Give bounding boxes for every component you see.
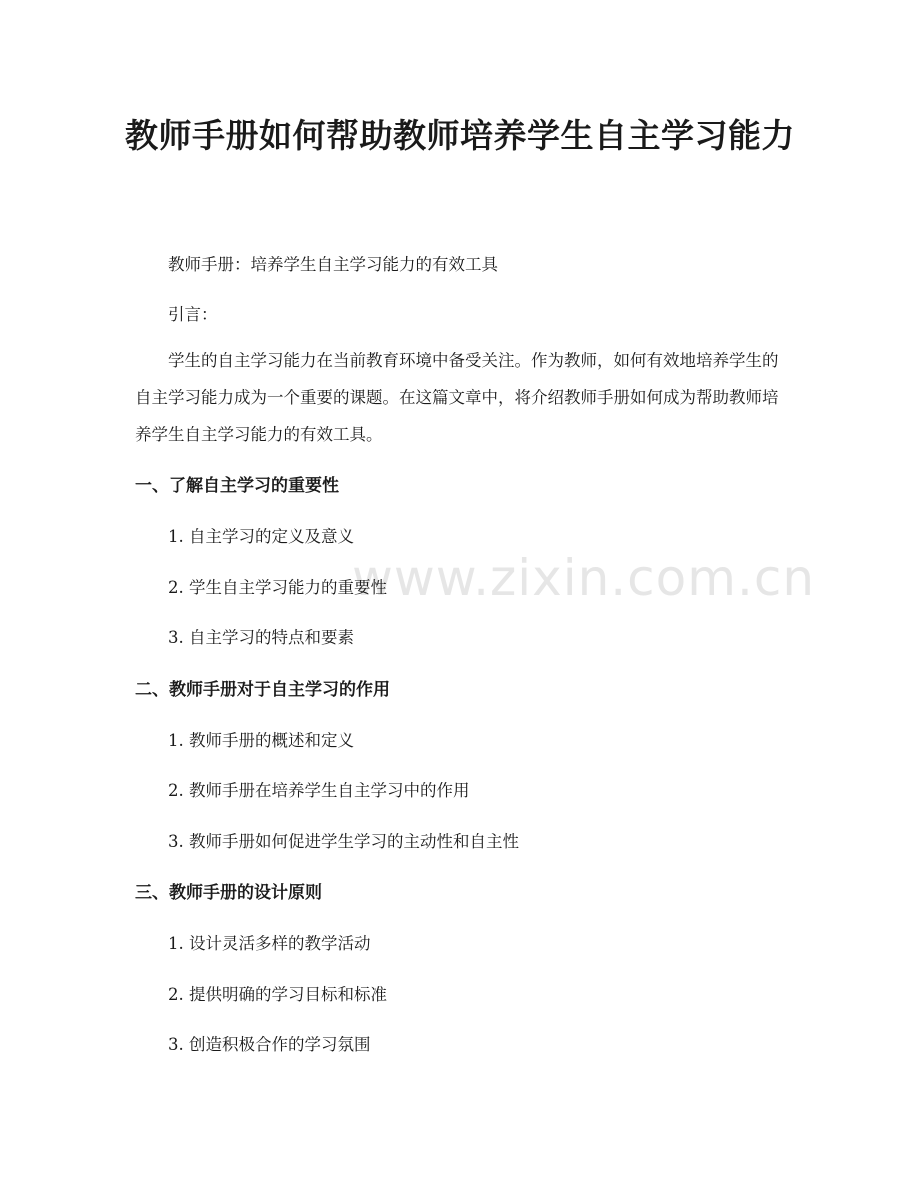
list-item: 2. 教师手册在培养学生自主学习中的作用 — [168, 781, 470, 800]
list-item: 1. 教师手册的概述和定义 — [168, 731, 354, 750]
list-item: 1. 自主学习的定义及意义 — [168, 527, 354, 546]
watermark: www.zixin.com.cn — [352, 549, 816, 607]
intro-label: 引言： — [168, 305, 218, 324]
document-title: 教师手册如何帮助教师培养学生自主学习能力 — [125, 116, 795, 155]
list-item: 2. 学生自主学习能力的重要性 — [168, 578, 387, 597]
section-heading: 一、了解自主学习的重要性 — [135, 476, 339, 496]
list-item: 1. 设计灵活多样的教学活动 — [168, 934, 371, 953]
section-heading: 三、教师手册的设计原则 — [135, 883, 322, 903]
list-item: 3. 创造积极合作的学习氛围 — [168, 1035, 371, 1054]
list-item: 3. 自主学习的特点和要素 — [168, 628, 354, 647]
list-item: 2. 提供明确的学习目标和标准 — [168, 985, 387, 1004]
list-item: 3. 教师手册如何促进学生学习的主动性和自主性 — [168, 832, 519, 851]
intro-paragraph: 学生的自主学习能力在当前教育环境中备受关注。作为教师，如何有效地培养学生的自主学习能力成为一个重要的课题。在这篇文章中，将介绍教师手册如何成为帮助教师培养学生自主学习能力的有效工具。 — [135, 351, 779, 444]
section-heading: 二、教师手册对于自主学习的作用 — [135, 680, 390, 700]
subtitle-paragraph: 教师手册：培养学生自主学习能力的有效工具 — [168, 255, 498, 274]
